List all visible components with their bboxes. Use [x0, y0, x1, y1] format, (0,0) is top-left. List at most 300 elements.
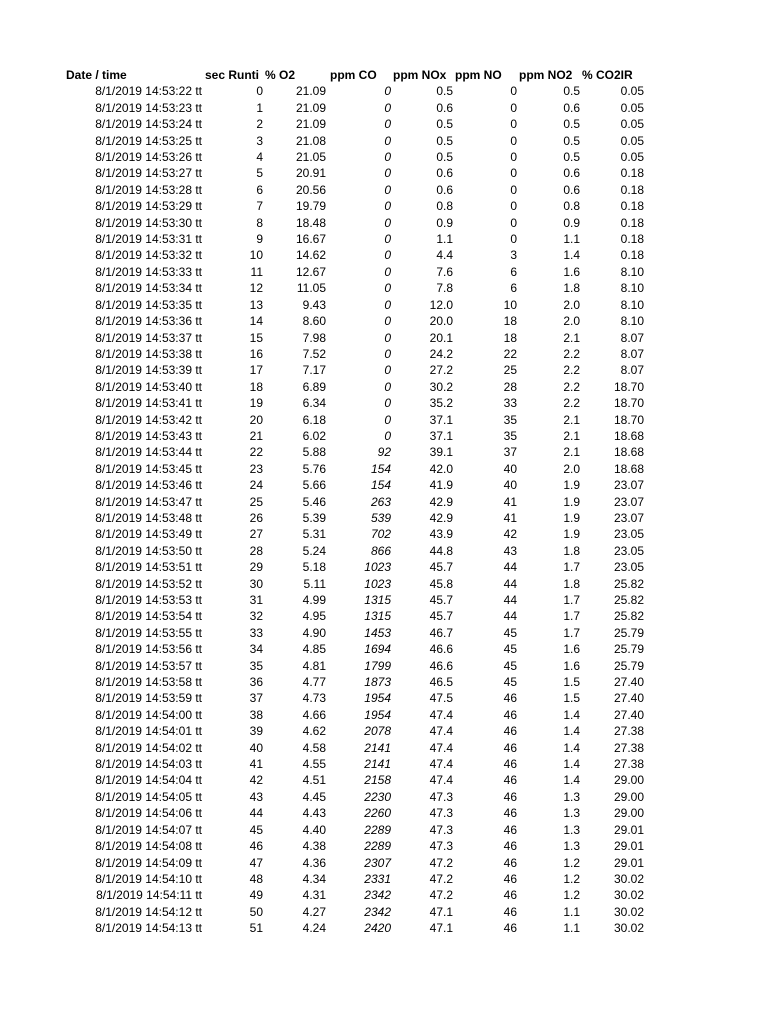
cell-no2: 0.6 — [563, 100, 580, 115]
cell-co2ir: 29.01 — [613, 855, 644, 870]
cell-o2: 4.24 — [302, 921, 326, 936]
cell-co2ir: 8.10 — [620, 281, 644, 296]
cell-co: 0 — [384, 248, 391, 263]
cell-co2ir: 29.01 — [613, 839, 644, 854]
cell-o2: 4.51 — [302, 773, 326, 788]
cell-co2ir: 27.40 — [613, 691, 644, 706]
cell-date-time: 8/1/2019 14:54:03 tt — [95, 757, 202, 772]
cell-date-time: 8/1/2019 14:54:07 tt — [95, 822, 202, 837]
cell-no2: 0.5 — [563, 133, 580, 148]
cell-o2: 4.38 — [302, 839, 326, 854]
cell-no2: 1.3 — [563, 789, 580, 804]
cell-date-time: 8/1/2019 14:53:26 tt — [95, 150, 202, 165]
cell-o2: 7.98 — [302, 330, 326, 345]
cell-o2: 5.88 — [302, 445, 326, 460]
cell-o2: 16.67 — [295, 232, 326, 247]
cell-no2: 1.2 — [563, 855, 580, 870]
cell-co2ir: 0.18 — [620, 232, 644, 247]
cell-co: 2158 — [364, 773, 391, 788]
cell-no: 0 — [510, 232, 517, 247]
cell-no2: 1.2 — [563, 871, 580, 886]
cell-no: 43 — [503, 543, 517, 558]
cell-no2: 1.7 — [563, 625, 580, 640]
cell-date-time: 8/1/2019 14:53:40 tt — [95, 379, 202, 394]
cell-co: 2141 — [364, 740, 391, 755]
cell-date-time: 8/1/2019 14:54:13 tt — [95, 921, 202, 936]
cell-co2ir: 27.38 — [613, 740, 644, 755]
cell-no: 45 — [503, 625, 517, 640]
table-row — [0, 920, 644, 936]
cell-date-time: 8/1/2019 14:53:57 tt — [95, 658, 202, 673]
table-row — [0, 772, 644, 788]
cell-co2ir: 30.02 — [613, 904, 644, 919]
cell-co: 0 — [384, 150, 391, 165]
cell-o2: 6.18 — [302, 412, 326, 427]
cell-sec-runtime: 38 — [249, 707, 263, 722]
cell-nox: 47.4 — [429, 707, 453, 722]
cell-co: 0 — [384, 396, 391, 411]
header-date-time: Date / time — [66, 68, 127, 82]
table-row — [0, 559, 644, 575]
table-row — [0, 362, 644, 378]
cell-sec-runtime: 29 — [249, 560, 263, 575]
cell-no2: 0.5 — [563, 84, 580, 99]
cell-sec-runtime: 37 — [249, 691, 263, 706]
cell-co: 1453 — [364, 625, 391, 640]
cell-sec-runtime: 43 — [249, 789, 263, 804]
cell-no: 37 — [503, 445, 517, 460]
cell-date-time: 8/1/2019 14:53:55 tt — [95, 625, 202, 640]
cell-sec-runtime: 8 — [256, 215, 263, 230]
cell-co2ir: 18.68 — [613, 445, 644, 460]
cell-o2: 4.55 — [302, 757, 326, 772]
cell-no: 0 — [510, 166, 517, 181]
cell-nox: 0.6 — [436, 100, 453, 115]
cell-no2: 1.1 — [563, 232, 580, 247]
cell-co: 0 — [384, 232, 391, 247]
cell-sec-runtime: 14 — [249, 314, 263, 329]
table-row — [0, 297, 644, 313]
cell-co2ir: 0.05 — [620, 100, 644, 115]
cell-date-time: 8/1/2019 14:53:22 tt — [95, 84, 202, 99]
cell-sec-runtime: 26 — [249, 510, 263, 525]
table-row — [0, 264, 644, 280]
cell-nox: 12.0 — [429, 297, 453, 312]
cell-no2: 2.0 — [563, 461, 580, 476]
cell-co: 2307 — [364, 855, 391, 870]
cell-no: 44 — [503, 560, 517, 575]
cell-no: 0 — [510, 199, 517, 214]
cell-date-time: 8/1/2019 14:54:06 tt — [95, 806, 202, 821]
cell-no: 46 — [503, 888, 517, 903]
cell-co: 2289 — [364, 822, 391, 837]
cell-nox: 0.5 — [436, 133, 453, 148]
cell-no2: 1.1 — [563, 921, 580, 936]
cell-sec-runtime: 27 — [249, 527, 263, 542]
cell-no2: 1.4 — [563, 740, 580, 755]
cell-co2ir: 30.02 — [613, 888, 644, 903]
cell-nox: 35.2 — [429, 396, 453, 411]
cell-co2ir: 27.38 — [613, 724, 644, 739]
cell-co: 0 — [384, 428, 391, 443]
cell-sec-runtime: 42 — [249, 773, 263, 788]
cell-co: 0 — [384, 117, 391, 132]
cell-co2ir: 8.10 — [620, 314, 644, 329]
cell-sec-runtime: 12 — [249, 281, 263, 296]
table-row — [0, 904, 644, 920]
cell-no2: 1.9 — [563, 494, 580, 509]
cell-date-time: 8/1/2019 14:54:05 tt — [95, 789, 202, 804]
cell-sec-runtime: 30 — [249, 576, 263, 591]
cell-o2: 21.09 — [295, 117, 326, 132]
cell-no: 46 — [503, 822, 517, 837]
cell-no2: 1.8 — [563, 543, 580, 558]
cell-nox: 7.6 — [436, 264, 453, 279]
cell-nox: 44.8 — [429, 543, 453, 558]
cell-date-time: 8/1/2019 14:53:53 tt — [95, 593, 202, 607]
cell-no2: 2.0 — [563, 297, 580, 312]
cell-sec-runtime: 1 — [256, 100, 263, 115]
cell-co2ir: 25.82 — [613, 593, 644, 607]
cell-no: 46 — [503, 839, 517, 854]
cell-sec-runtime: 20 — [249, 412, 263, 427]
cell-sec-runtime: 13 — [249, 297, 263, 312]
cell-date-time: 8/1/2019 14:53:52 tt — [95, 576, 202, 591]
cell-sec-runtime: 47 — [249, 855, 263, 870]
cell-no2: 0.8 — [563, 199, 580, 214]
cell-sec-runtime: 40 — [249, 740, 263, 755]
cell-o2: 6.89 — [302, 379, 326, 394]
cell-co: 2289 — [364, 839, 391, 854]
cell-co2ir: 0.05 — [620, 150, 644, 165]
cell-o2: 12.67 — [295, 264, 326, 279]
cell-no: 45 — [503, 658, 517, 673]
cell-o2: 5.18 — [302, 560, 326, 575]
cell-co: 154 — [370, 478, 391, 493]
cell-co: 1954 — [364, 691, 391, 706]
cell-co: 92 — [377, 445, 391, 460]
cell-date-time: 8/1/2019 14:53:46 tt — [95, 478, 202, 493]
cell-sec-runtime: 39 — [249, 724, 263, 739]
cell-co2ir: 25.82 — [613, 576, 644, 591]
cell-date-time: 8/1/2019 14:53:47 tt — [95, 494, 202, 509]
cell-date-time: 8/1/2019 14:53:31 tt — [95, 232, 202, 247]
cell-co: 0 — [384, 182, 391, 197]
cell-no: 40 — [503, 461, 517, 476]
cell-co: 0 — [384, 281, 391, 296]
cell-date-time: 8/1/2019 14:53:59 tt — [95, 691, 202, 706]
cell-co: 154 — [370, 461, 391, 476]
cell-co2ir: 30.02 — [613, 871, 644, 886]
cell-date-time: 8/1/2019 14:53:51 tt — [95, 560, 202, 575]
table-row — [0, 280, 644, 296]
cell-o2: 18.48 — [295, 215, 326, 230]
table-row — [0, 83, 644, 99]
cell-no: 46 — [503, 921, 517, 936]
cell-co: 2078 — [364, 724, 391, 739]
cell-o2: 5.24 — [302, 543, 326, 558]
cell-co2ir: 8.07 — [620, 330, 644, 345]
cell-o2: 4.45 — [302, 789, 326, 804]
cell-no: 0 — [510, 117, 517, 132]
cell-co2ir: 23.07 — [613, 510, 644, 525]
cell-o2: 4.77 — [302, 675, 326, 690]
cell-date-time: 8/1/2019 14:53:25 tt — [95, 133, 202, 148]
cell-co2ir: 23.07 — [613, 494, 644, 509]
header-sec-runtime: sec Runti — [205, 68, 260, 82]
cell-date-time: 8/1/2019 14:54:04 tt — [95, 773, 202, 788]
cell-sec-runtime: 21 — [249, 428, 263, 443]
cell-date-time: 8/1/2019 14:54:02 tt — [95, 740, 202, 755]
cell-o2: 9.43 — [302, 297, 326, 312]
cell-no2: 1.3 — [563, 822, 580, 837]
table-row — [0, 674, 644, 690]
cell-date-time: 8/1/2019 14:53:54 tt — [95, 609, 202, 624]
cell-co: 1799 — [364, 658, 391, 673]
cell-sec-runtime: 18 — [249, 379, 263, 394]
cell-no: 6 — [510, 264, 517, 279]
cell-date-time: 8/1/2019 14:54:09 tt — [95, 855, 202, 870]
cell-nox: 47.3 — [429, 839, 453, 854]
table-row — [0, 182, 644, 198]
cell-co2ir: 27.40 — [613, 675, 644, 690]
cell-nox: 39.1 — [429, 445, 453, 460]
cell-co: 1023 — [364, 560, 391, 575]
cell-co: 1954 — [364, 707, 391, 722]
cell-nox: 0.9 — [436, 215, 453, 230]
cell-no2: 1.6 — [563, 264, 580, 279]
cell-no: 46 — [503, 773, 517, 788]
cell-date-time: 8/1/2019 14:53:27 tt — [95, 166, 202, 181]
cell-no: 44 — [503, 593, 517, 607]
cell-o2: 20.91 — [295, 166, 326, 181]
cell-nox: 47.3 — [429, 822, 453, 837]
cell-no2: 1.3 — [563, 806, 580, 821]
table-row — [0, 395, 644, 411]
cell-no: 28 — [503, 379, 517, 394]
cell-nox: 47.4 — [429, 740, 453, 755]
cell-co2ir: 23.05 — [613, 527, 644, 542]
cell-o2: 7.52 — [302, 346, 326, 361]
table-row — [0, 526, 644, 542]
table-row — [0, 428, 644, 444]
cell-o2: 5.39 — [302, 510, 326, 525]
cell-no: 33 — [503, 396, 517, 411]
cell-date-time: 8/1/2019 14:53:44 tt — [95, 445, 202, 460]
cell-date-time: 8/1/2019 14:53:43 tt — [95, 428, 202, 443]
cell-no: 45 — [503, 642, 517, 657]
cell-nox: 0.5 — [436, 117, 453, 132]
cell-sec-runtime: 3 — [256, 133, 263, 148]
cell-co2ir: 27.38 — [613, 757, 644, 772]
cell-co: 0 — [384, 100, 391, 115]
cell-nox: 45.7 — [429, 593, 453, 607]
cell-sec-runtime: 7 — [256, 199, 263, 214]
cell-co2ir: 23.07 — [613, 478, 644, 493]
cell-o2: 5.76 — [302, 461, 326, 476]
cell-no: 46 — [503, 904, 517, 919]
cell-no: 0 — [510, 150, 517, 165]
cell-no: 0 — [510, 84, 517, 99]
header-co: ppm CO — [330, 68, 377, 82]
cell-o2: 4.90 — [302, 625, 326, 640]
cell-o2: 4.27 — [302, 904, 326, 919]
cell-no: 25 — [503, 363, 517, 378]
cell-o2: 21.09 — [295, 84, 326, 99]
cell-nox: 0.5 — [436, 84, 453, 99]
cell-o2: 4.43 — [302, 806, 326, 821]
cell-co: 1873 — [364, 675, 391, 690]
cell-no: 46 — [503, 806, 517, 821]
header-co2ir: % CO2IR — [582, 68, 633, 82]
cell-co: 2342 — [364, 904, 391, 919]
cell-o2: 4.31 — [302, 888, 326, 903]
cell-no2: 1.4 — [563, 707, 580, 722]
cell-date-time: 8/1/2019 14:53:38 tt — [95, 346, 202, 361]
cell-co2ir: 18.70 — [613, 396, 644, 411]
cell-sec-runtime: 32 — [249, 609, 263, 624]
table-row — [0, 658, 644, 674]
cell-co2ir: 25.79 — [613, 658, 644, 673]
cell-o2: 8.60 — [302, 314, 326, 329]
cell-nox: 20.0 — [429, 314, 453, 329]
cell-co2ir: 8.07 — [620, 363, 644, 378]
cell-sec-runtime: 46 — [249, 839, 263, 854]
cell-date-time: 8/1/2019 14:53:30 tt — [95, 215, 202, 230]
cell-co2ir: 8.07 — [620, 346, 644, 361]
cell-sec-runtime: 23 — [249, 461, 263, 476]
cell-nox: 45.7 — [429, 560, 453, 575]
cell-nox: 47.4 — [429, 757, 453, 772]
table-row — [0, 412, 644, 428]
cell-co: 0 — [384, 379, 391, 394]
cell-co2ir: 0.18 — [620, 215, 644, 230]
cell-no2: 1.8 — [563, 576, 580, 591]
cell-co2ir: 30.02 — [613, 921, 644, 936]
cell-sec-runtime: 4 — [256, 150, 263, 165]
table-row — [0, 198, 644, 214]
cell-o2: 19.79 — [295, 199, 326, 214]
cell-no: 46 — [503, 855, 517, 870]
cell-nox: 0.5 — [436, 150, 453, 165]
cell-no2: 1.6 — [563, 658, 580, 673]
cell-co2ir: 29.00 — [613, 789, 644, 804]
cell-date-time: 8/1/2019 14:53:32 tt — [95, 248, 202, 263]
cell-co: 866 — [370, 543, 391, 558]
cell-no: 18 — [503, 314, 517, 329]
cell-no2: 1.8 — [563, 281, 580, 296]
cell-co: 2420 — [364, 921, 391, 936]
cell-co2ir: 0.05 — [620, 84, 644, 99]
table-row — [0, 576, 644, 592]
table-row — [0, 756, 644, 772]
cell-nox: 47.4 — [429, 724, 453, 739]
cell-no2: 2.1 — [563, 428, 580, 443]
cell-no: 46 — [503, 740, 517, 755]
cell-sec-runtime: 19 — [249, 396, 263, 411]
cell-sec-runtime: 11 — [250, 264, 263, 279]
table-row — [0, 444, 644, 460]
cell-no2: 0.6 — [563, 182, 580, 197]
cell-sec-runtime: 24 — [249, 478, 263, 493]
cell-co2ir: 18.70 — [613, 379, 644, 394]
cell-no2: 1.4 — [563, 248, 580, 263]
cell-no: 44 — [503, 576, 517, 591]
table-row — [0, 215, 644, 231]
cell-nox: 42.0 — [429, 461, 453, 476]
cell-sec-runtime: 0 — [256, 84, 263, 99]
cell-nox: 47.3 — [429, 806, 453, 821]
cell-date-time: 8/1/2019 14:53:37 tt — [95, 330, 202, 345]
cell-co: 0 — [384, 297, 391, 312]
cell-o2: 7.17 — [302, 363, 326, 378]
table-row — [0, 231, 644, 247]
cell-nox: 47.2 — [429, 871, 453, 886]
cell-nox: 42.9 — [429, 494, 453, 509]
cell-co2ir: 8.10 — [620, 264, 644, 279]
cell-sec-runtime: 33 — [249, 625, 263, 640]
table-row — [0, 313, 644, 329]
cell-nox: 45.8 — [429, 576, 453, 591]
cell-no: 3 — [510, 248, 517, 263]
cell-nox: 0.8 — [436, 199, 453, 214]
cell-date-time: 8/1/2019 14:53:49 tt — [95, 527, 202, 542]
cell-date-time: 8/1/2019 14:54:11 tt — [96, 888, 202, 903]
cell-o2: 5.46 — [302, 494, 326, 509]
cell-o2: 4.58 — [302, 740, 326, 755]
cell-nox: 47.4 — [429, 773, 453, 788]
cell-no2: 2.1 — [563, 445, 580, 460]
cell-sec-runtime: 34 — [249, 642, 263, 657]
cell-no2: 1.7 — [563, 560, 580, 575]
cell-o2: 5.66 — [302, 478, 326, 493]
cell-no2: 2.2 — [563, 363, 580, 378]
cell-sec-runtime: 35 — [249, 658, 263, 673]
table-row — [0, 707, 644, 723]
table-row — [0, 690, 644, 706]
cell-no2: 1.9 — [563, 510, 580, 525]
cell-nox: 47.1 — [429, 904, 453, 919]
header-row — [0, 67, 644, 83]
cell-sec-runtime: 28 — [249, 543, 263, 558]
cell-date-time: 8/1/2019 14:53:29 tt — [95, 199, 202, 214]
cell-date-time: 8/1/2019 14:53:24 tt — [95, 117, 202, 132]
cell-nox: 27.2 — [429, 363, 453, 378]
cell-date-time: 8/1/2019 14:53:39 tt — [95, 363, 202, 378]
cell-no2: 1.5 — [563, 691, 580, 706]
cell-date-time: 8/1/2019 14:54:00 tt — [95, 707, 202, 722]
cell-no: 0 — [510, 182, 517, 197]
header-no: ppm NO — [455, 68, 502, 82]
cell-o2: 4.66 — [302, 707, 326, 722]
cell-co2ir: 25.79 — [613, 625, 644, 640]
cell-nox: 46.5 — [429, 675, 453, 690]
cell-no: 46 — [503, 757, 517, 772]
cell-no: 0 — [510, 100, 517, 115]
cell-co: 0 — [384, 84, 391, 99]
cell-o2: 11.05 — [296, 281, 326, 296]
table-row — [0, 116, 644, 132]
cell-no2: 1.4 — [563, 724, 580, 739]
cell-no: 42 — [503, 527, 517, 542]
table-row — [0, 592, 644, 608]
cell-date-time: 8/1/2019 14:53:45 tt — [95, 461, 202, 476]
cell-no: 18 — [503, 330, 517, 345]
cell-nox: 37.1 — [429, 428, 453, 443]
cell-co2ir: 0.18 — [620, 199, 644, 214]
cell-sec-runtime: 49 — [249, 888, 263, 903]
cell-sec-runtime: 2 — [256, 117, 263, 132]
